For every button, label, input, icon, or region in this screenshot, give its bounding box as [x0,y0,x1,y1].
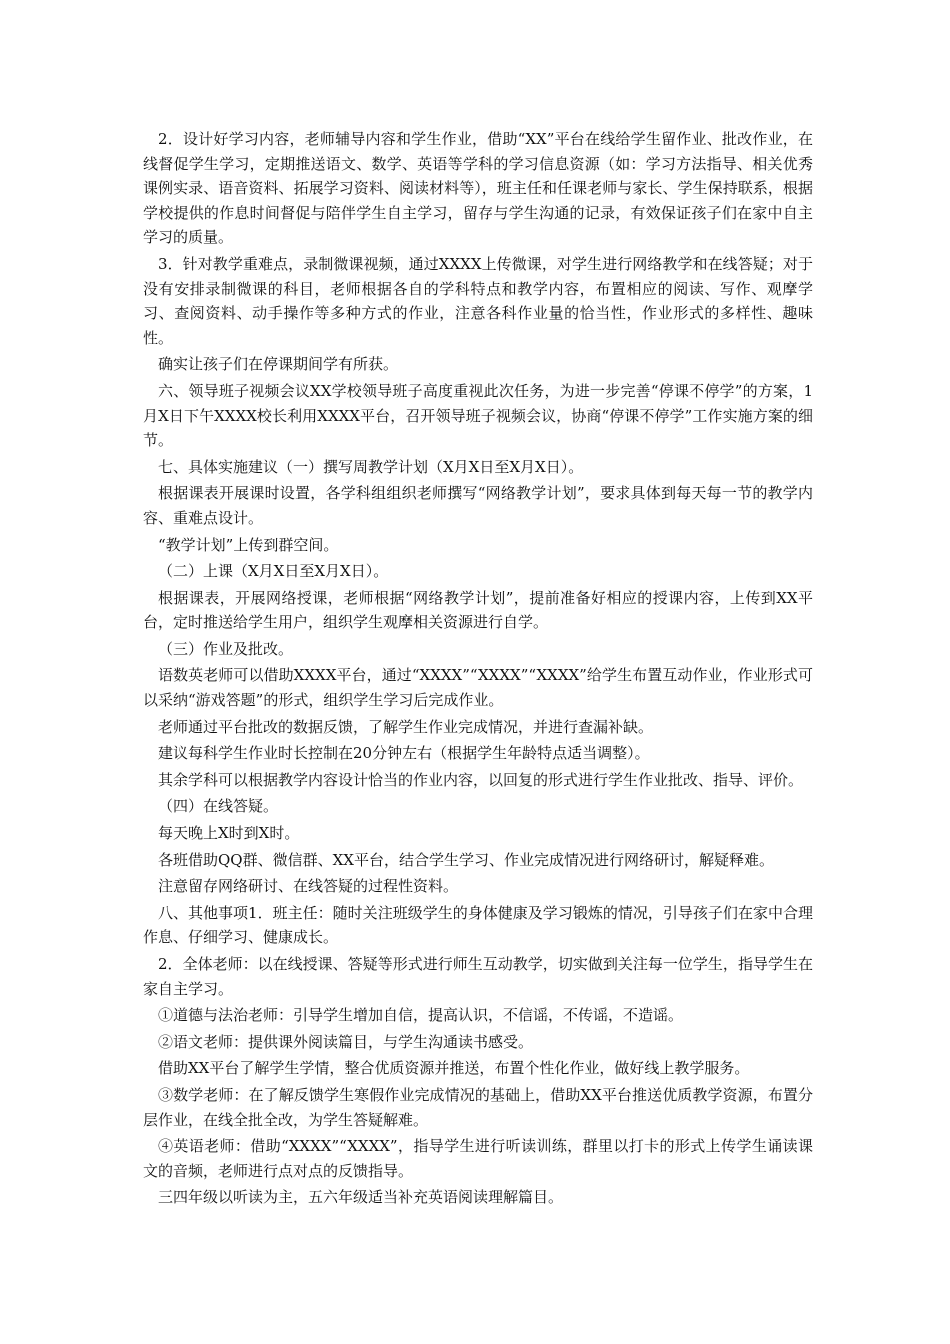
paragraph: （二）上课（X月X日至X月X日）。 [158,562,389,581]
paragraph: ②语文老师：提供课外阅读篇目，与学生沟通读书感受。 [158,1032,534,1051]
paragraph: （三）作业及批改。 [158,639,294,658]
paragraph: 语数英老师可以借助XXXX平台，通过“XXXX”“XXXX”“XXXX”给学生布置互动作业，作业形式可以采纳“游戏答题”的形式，组织学生学习后完成作业。 [143,666,813,710]
paragraph: ①道德与法治老师：引导学生增加自信，提高认识，不信谣，不传谣，不造谣。 [158,1006,684,1025]
paragraph: （四）在线答疑。 [158,797,279,816]
paragraph: ④英语老师：借助“XXXX”“XXXX”，指导学生进行听读训练，群里以打卡的形式上传学生诵读课文的音频，老师进行点对点的反馈指导。 [143,1137,813,1180]
paragraph: 3．针对教学重难点，录制微课视频，通过XXXX上传微课，对学生进行网络教学和在线答疑；对于没有安排录制微课的科目，老师根据各自的学科特点和教学内容，布置相应的阅读、写作、观摩学习、查阅资料、动手操作等多种方式的作业，注意各科作业量的恰当性，作业形式的多样性、趣味性。 [143,254,813,347]
paragraph: 三四年级以听读为主，五六年级适当补充英语阅读理解篇目。 [158,1188,564,1207]
paragraph: ③数学老师：在了解反馈学生寒假作业完成情况的基础上，借助XX平台推送优质教学资源，布置分层作业，在线全批全改，为学生答疑解难。 [143,1085,813,1129]
document-body [143,127,813,1212]
paragraph: 七、具体实施建议（一）撰写周教学计划（X月X日至X月X日）。 [158,457,584,476]
paragraph: 老师通过平台批改的数据反馈，了解学生作业完成情况，并进行查漏补缺。 [158,717,654,736]
paragraph: 六、领导班子视频会议XX学校领导班子高度重视此次任务，为进一步完善“停课不停学”的方案，1月X日下午XXXX校长利用XXXX平台，召开领导班子视频会议，协商“停课不停学”工作实施方案的细节。 [143,381,813,450]
paragraph: 根据课表，开展网络授课，老师根据“网络教学计划”，提前准备好相应的授课内容，上传到XX平台，定时推送给学生用户，组织学生观摩相关资源进行自学。 [143,588,813,632]
paragraph: 八、其他事项1．班主任：随时关注班级学生的身体健康及学习锻炼的情况，引导孩子们在家中合理作息、仔细学习、健康成长。 [143,903,813,947]
paragraph: 各班借助QQ群、微信群、XX平台，结合学生学习、作业完成情况进行网络研讨，解疑释难。 [158,850,774,869]
paragraph: 2．全体老师：以在线授课、答疑等形式进行师生互动教学，切实做到关注每一位学生，指导学生在家自主学习。 [143,955,813,998]
paragraph: 注意留存网络研讨、在线答疑的过程性资料。 [158,877,459,896]
paragraph: 2．设计好学习内容，老师辅导内容和学生作业，借助“XX”平台在线给学生留作业、批改作业，在线督促学生学习，定期推送语文、数学、英语等学科的学习信息资源（如：学习方法指导、相关优秀课例实录、语音资料、拓展学习资料、阅读材料等），班主任和任课老师与家长、学生保持联系，根据学校提供的作息时间督促与陪伴学生自主学习，留存与学生沟通的记录，有效保证孩子们在家中自主学习的质量。 [143,130,813,247]
paragraph: 确实让孩子们在停课期间学有所获。 [158,355,399,374]
paragraph: 根据课表开展课时设置，各学科组组织老师撰写“网络教学计划”，要求具体到每天每一节的教学内容、重难点设计。 [143,484,813,527]
paragraph: 借助XX平台了解学生学情，整合优质资源并推送，布置个性化作业，做好线上教学服务。 [158,1059,750,1078]
paragraph: 建议每科学生作业时长控制在20分钟左右（根据学生年龄特点适当调整）。 [158,744,650,763]
paragraph: 每天晚上X时到X时。 [158,824,300,843]
paragraph: “教学计划”上传到群空间。 [158,535,339,554]
paragraph: 其余学科可以根据教学内容设计恰当的作业内容，以回复的形式进行学生作业批改、指导、评价。 [158,770,804,789]
